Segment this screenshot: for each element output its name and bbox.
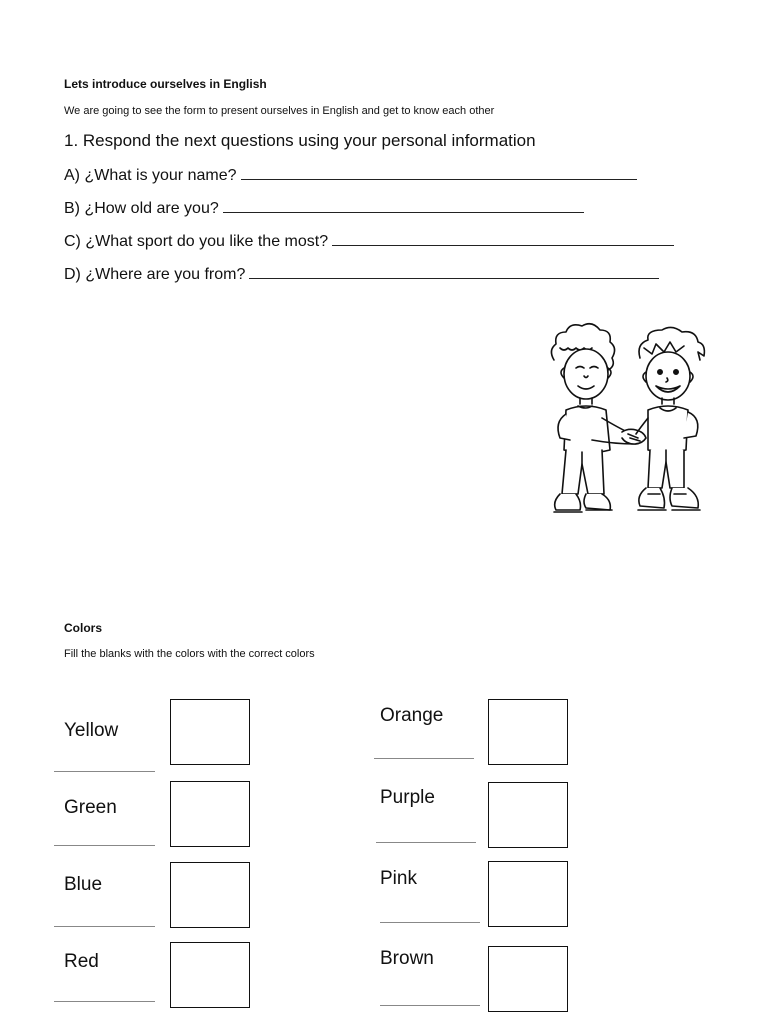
color-box-purple[interactable]: [488, 782, 568, 848]
colors-instruction: Fill the blanks with the colors with the correct colors: [64, 648, 315, 660]
answer-line-c[interactable]: [332, 231, 674, 246]
answer-line-b[interactable]: [223, 198, 584, 213]
two-children-shaking-hands-icon: [540, 318, 710, 523]
color-word-blue: Blue: [64, 874, 103, 895]
color-box-brown[interactable]: [488, 946, 568, 1012]
color-box-orange[interactable]: [488, 699, 568, 765]
color-box-red[interactable]: [170, 942, 250, 1008]
color-word-orange: Orange: [380, 705, 444, 726]
write-line-brown[interactable]: [380, 1005, 480, 1006]
write-line-orange[interactable]: [374, 758, 474, 759]
answer-line-a[interactable]: [241, 165, 637, 180]
write-line-pink[interactable]: [380, 922, 480, 923]
color-word-brown: Brown: [380, 948, 434, 969]
question-d: [64, 264, 659, 284]
color-box-green[interactable]: [170, 781, 250, 847]
worksheet-title: Lets introduce ourselves in English: [64, 77, 267, 91]
colors-heading: Colors: [64, 621, 103, 635]
write-line-green[interactable]: [54, 845, 155, 846]
color-word-purple: Purple: [380, 787, 435, 808]
write-line-purple[interactable]: [376, 842, 476, 843]
color-word-yellow: Yellow: [64, 720, 119, 741]
question-b-label: B) ¿How old are you?: [64, 200, 219, 217]
question-b: [64, 198, 584, 218]
color-word-pink: Pink: [380, 868, 417, 889]
color-word-green: Green: [64, 797, 117, 818]
question-d-label: D) ¿Where are you from?: [64, 266, 246, 283]
question-a-label: A) ¿What is your name?: [64, 167, 237, 184]
question-c: [64, 231, 674, 251]
write-line-yellow[interactable]: [54, 771, 155, 772]
write-line-blue[interactable]: [54, 926, 155, 927]
color-box-yellow[interactable]: [170, 699, 250, 765]
answer-line-d[interactable]: [249, 264, 659, 279]
exercise-instruction: 1. Respond the next questions using your personal information: [64, 131, 536, 150]
question-a: [64, 165, 637, 185]
color-word-red: Red: [64, 951, 99, 972]
color-box-blue[interactable]: [170, 862, 250, 928]
write-line-red[interactable]: [54, 1001, 155, 1002]
worksheet-subtitle: We are going to see the form to present ourselves in English and get to know each other: [64, 105, 495, 117]
color-box-pink[interactable]: [488, 861, 568, 927]
question-c-label: C) ¿What sport do you like the most?: [64, 233, 329, 250]
